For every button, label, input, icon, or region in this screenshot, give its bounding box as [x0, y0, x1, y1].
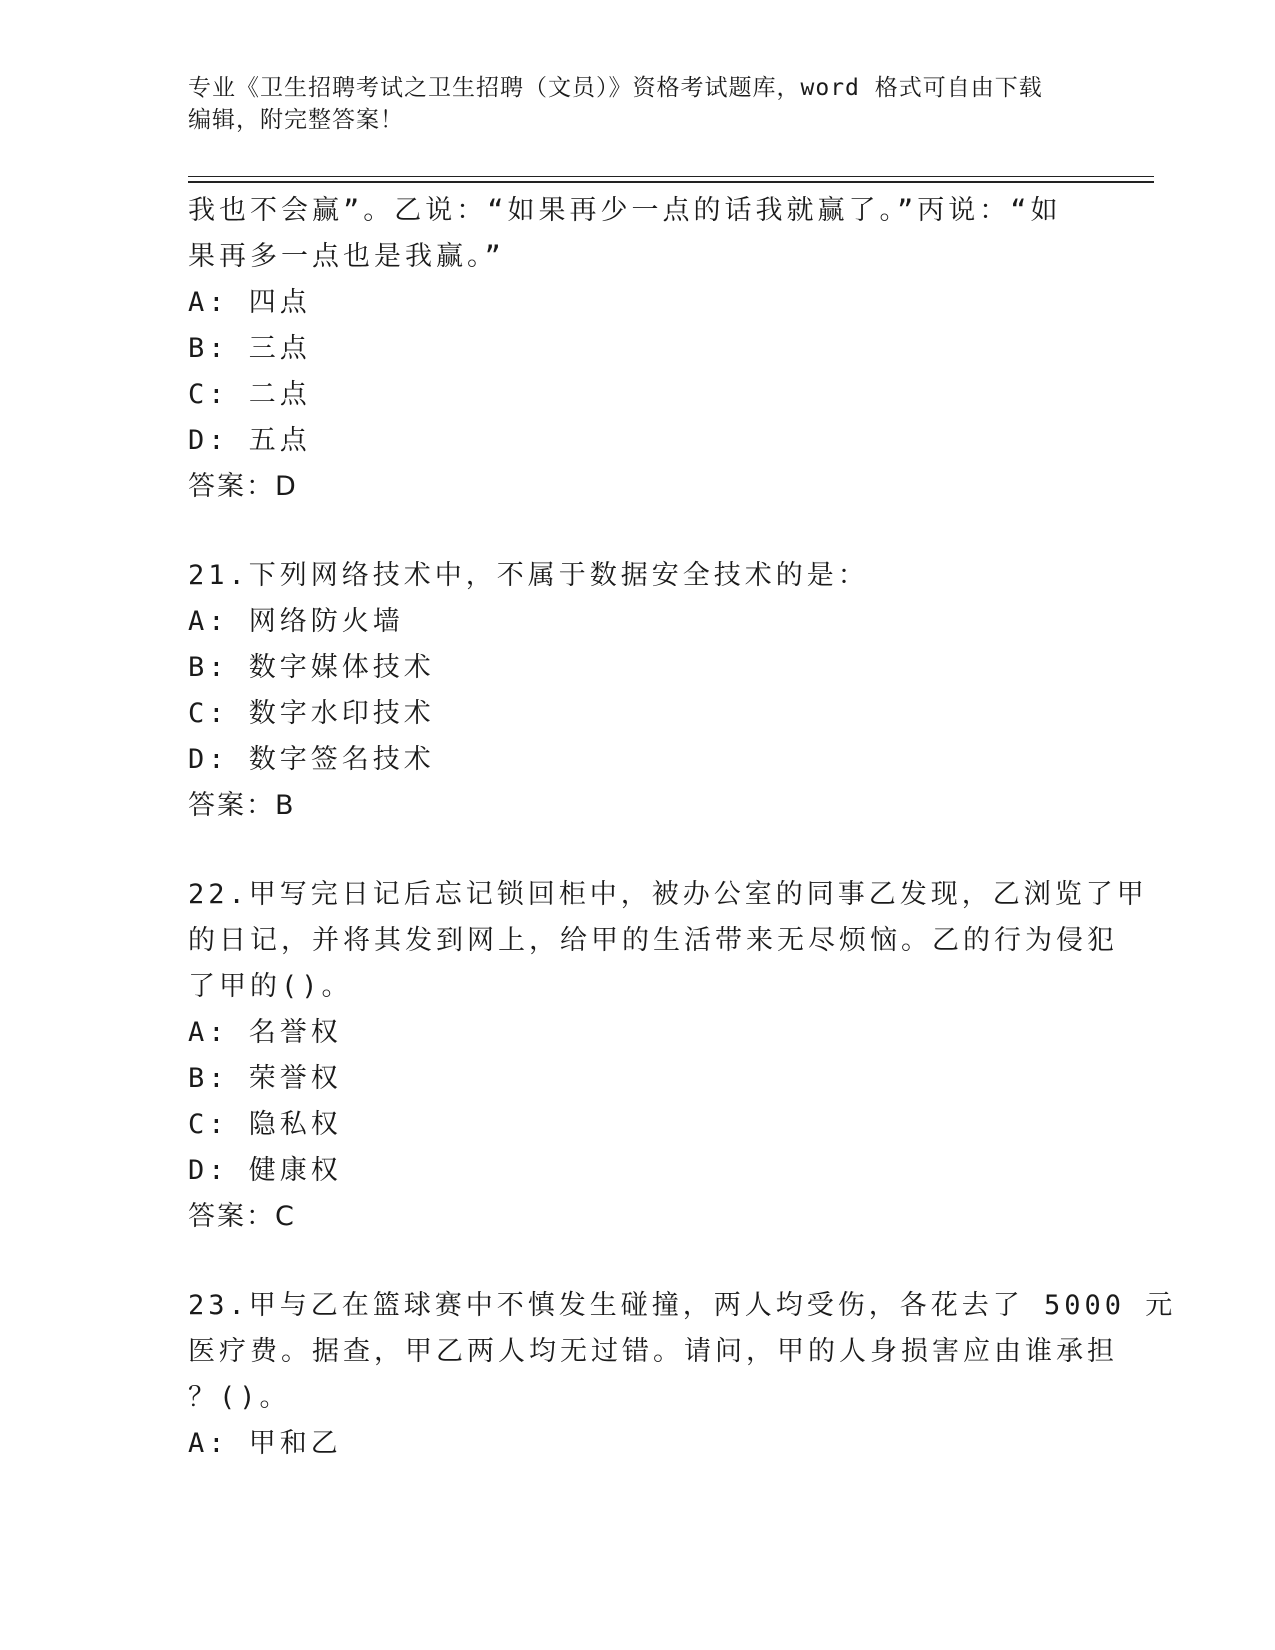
question-stem-line: 21.下列网络技术中，不属于数据安全技术的是： — [188, 560, 869, 591]
answer-line: 答案：D — [188, 471, 298, 502]
question-stem-line: 22.甲写完日记后忘记锁回柜中，被办公室的同事乙发现，乙浏览了甲 — [188, 879, 1148, 910]
option-b: B: 三点 — [188, 333, 311, 364]
option-b: B: 数字媒体技术 — [188, 652, 435, 683]
question-stem-line: 了甲的()。 — [188, 971, 353, 1002]
document-header — [188, 72, 1068, 136]
option-d: D: 健康权 — [188, 1155, 342, 1186]
question-stem-line: 我也不会赢”。乙说：“如果再少一点的话我就赢了。”丙说：“如 — [188, 195, 1062, 226]
option-a: A: 四点 — [188, 287, 311, 318]
header-divider-thick — [188, 181, 1154, 183]
question-22 — [188, 872, 1148, 1240]
option-a: A: 网络防火墙 — [188, 606, 404, 637]
question-stem-line: 的日记，并将其发到网上，给甲的生活带来无尽烦恼。乙的行为侵犯 — [188, 925, 1118, 956]
question-23 — [188, 1283, 1177, 1467]
option-d: D: 数字签名技术 — [188, 744, 435, 775]
option-c: C: 隐私权 — [188, 1109, 342, 1140]
option-a: A: 名誉权 — [188, 1017, 342, 1048]
header-divider-thin — [188, 176, 1154, 177]
option-d: D: 五点 — [188, 425, 311, 456]
question-stem-line: ？()。 — [188, 1382, 291, 1413]
header-line-2: 编辑，附完整答案！ — [188, 107, 404, 133]
question-20 — [188, 188, 1068, 510]
answer-line: 答案：B — [188, 790, 296, 821]
question-stem-line: 医疗费。据查，甲乙两人均无过错。请问，甲的人身损害应由谁承担 — [188, 1336, 1118, 1367]
option-c: C: 二点 — [188, 379, 311, 410]
question-stem-line: 23.甲与乙在篮球赛中不慎发生碰撞，两人均受伤，各花去了 5000 元 — [188, 1290, 1177, 1321]
answer-line: 答案：C — [188, 1201, 296, 1232]
question-stem-line: 果再多一点也是我赢。” — [188, 241, 505, 272]
question-list — [188, 188, 1177, 1467]
option-c: C: 数字水印技术 — [188, 698, 435, 729]
question-21 — [188, 553, 1068, 829]
option-b: B: 荣誉权 — [188, 1063, 342, 1094]
header-line-1: 专业《卫生招聘考试之卫生招聘（文员）》资格考试题库，word 格式可自由下载 — [188, 75, 1043, 101]
option-a: A: 甲和乙 — [188, 1428, 342, 1459]
